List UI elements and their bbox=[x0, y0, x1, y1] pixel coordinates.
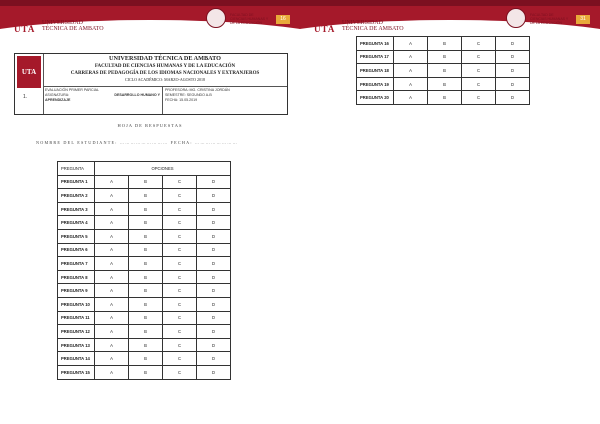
option-cell[interactable]: A bbox=[95, 284, 129, 298]
exam-info-right bbox=[165, 88, 285, 103]
option-cell[interactable]: D bbox=[197, 338, 231, 352]
option-cell[interactable]: C bbox=[163, 284, 197, 298]
question-label: PREGUNTA 17 bbox=[357, 50, 394, 64]
option-cell[interactable]: D bbox=[496, 91, 530, 105]
option-cell[interactable]: B bbox=[129, 270, 163, 284]
divider bbox=[162, 86, 163, 114]
option-cell[interactable]: B bbox=[129, 202, 163, 216]
option-cell[interactable]: C bbox=[462, 77, 496, 91]
table-row bbox=[357, 37, 530, 51]
table-row bbox=[357, 77, 530, 91]
option-cell[interactable]: D bbox=[197, 365, 231, 379]
university-block bbox=[45, 55, 285, 83]
option-cell[interactable]: D bbox=[496, 77, 530, 91]
table-row bbox=[58, 243, 231, 257]
option-cell[interactable]: B bbox=[129, 216, 163, 230]
table-row bbox=[58, 202, 231, 216]
page-2 bbox=[300, 0, 600, 424]
table-header bbox=[58, 162, 231, 176]
option-cell[interactable]: A bbox=[95, 325, 129, 339]
university-title: UNIVERSIDAD TÉCNICA DE AMBATO bbox=[109, 55, 221, 62]
option-cell[interactable]: A bbox=[95, 243, 129, 257]
option-cell[interactable]: B bbox=[129, 365, 163, 379]
question-label: PREGUNTA 6 bbox=[58, 243, 95, 257]
logo-text: UTA bbox=[21, 68, 37, 76]
faculty-title: FACULTAD DE CIENCIAS HUMANAS Y DE LA EDUCACIÓN bbox=[94, 64, 236, 69]
question-label: PREGUNTA 5 bbox=[58, 229, 95, 243]
option-cell[interactable]: C bbox=[163, 297, 197, 311]
option-cell[interactable]: C bbox=[163, 338, 197, 352]
table-row bbox=[357, 64, 530, 78]
banner-faculty: FACULTAD DE CIENCIAS HUMANAS Y DE LA EDUCACIÓN bbox=[230, 13, 269, 25]
answer-table-continued bbox=[356, 36, 530, 105]
option-cell[interactable]: C bbox=[163, 175, 197, 189]
page-number: 16 bbox=[276, 15, 290, 24]
exam-date: FECHA: 15.05.2019 bbox=[165, 98, 198, 102]
option-cell[interactable]: B bbox=[129, 189, 163, 203]
option-cell[interactable]: C bbox=[462, 91, 496, 105]
option-cell[interactable]: C bbox=[163, 257, 197, 271]
option-cell[interactable]: B bbox=[129, 243, 163, 257]
option-cell[interactable]: B bbox=[129, 311, 163, 325]
subject-label: ASIGNATURA: bbox=[45, 93, 70, 97]
option-cell[interactable]: A bbox=[95, 189, 129, 203]
university-name-banner bbox=[42, 20, 104, 32]
option-cell[interactable]: A bbox=[95, 202, 129, 216]
option-cell[interactable]: D bbox=[197, 229, 231, 243]
option-cell[interactable]: D bbox=[197, 189, 231, 203]
option-cell[interactable]: C bbox=[163, 325, 197, 339]
answer-table bbox=[57, 161, 231, 380]
option-cell[interactable]: D bbox=[496, 37, 530, 51]
table-row bbox=[357, 50, 530, 64]
table-row bbox=[58, 175, 231, 189]
table-row bbox=[357, 91, 530, 105]
option-cell[interactable]: B bbox=[129, 325, 163, 339]
table-row bbox=[58, 352, 231, 366]
option-cell[interactable]: C bbox=[163, 229, 197, 243]
option-cell[interactable]: A bbox=[394, 91, 428, 105]
option-cell[interactable]: D bbox=[197, 325, 231, 339]
option-cell[interactable]: B bbox=[129, 352, 163, 366]
table-row bbox=[58, 270, 231, 284]
option-cell[interactable]: D bbox=[197, 243, 231, 257]
uta-logo-text: UTA bbox=[14, 24, 36, 34]
option-cell[interactable]: B bbox=[428, 50, 462, 64]
option-cell[interactable]: A bbox=[95, 257, 129, 271]
option-cell[interactable]: A bbox=[394, 64, 428, 78]
question-label: PREGUNTA 16 bbox=[357, 37, 394, 51]
table-row bbox=[58, 189, 231, 203]
header-options: OPCIONES bbox=[95, 162, 231, 176]
sheet-title: HOJA DE RESPUESTAS bbox=[117, 123, 183, 128]
table-row bbox=[58, 338, 231, 352]
banner-uni-line2: TÉCNICA DE AMBATO bbox=[42, 26, 104, 32]
option-cell[interactable]: B bbox=[428, 64, 462, 78]
question-label: PREGUNTA 10 bbox=[58, 297, 95, 311]
table-row bbox=[58, 284, 231, 298]
subject-value: DESARROLLO HUMANO Y bbox=[114, 93, 160, 97]
option-cell[interactable]: D bbox=[197, 257, 231, 271]
uta-logo bbox=[17, 56, 41, 88]
student-name-line: NOMBRE DEL ESTUDIANTE: ……………………… FECHA: …………………… bbox=[36, 140, 239, 145]
option-cell[interactable]: C bbox=[163, 352, 197, 366]
option-cell[interactable]: A bbox=[95, 365, 129, 379]
option-cell[interactable]: B bbox=[129, 229, 163, 243]
option-cell[interactable]: C bbox=[163, 270, 197, 284]
option-cell[interactable]: A bbox=[95, 338, 129, 352]
option-cell[interactable]: D bbox=[197, 175, 231, 189]
question-label: PREGUNTA 12 bbox=[58, 325, 95, 339]
option-cell[interactable]: B bbox=[428, 91, 462, 105]
question-label: PREGUNTA 20 bbox=[357, 91, 394, 105]
banner-strip bbox=[300, 0, 600, 6]
table-row bbox=[58, 325, 231, 339]
option-cell[interactable]: D bbox=[197, 216, 231, 230]
option-cell[interactable]: D bbox=[197, 352, 231, 366]
option-cell[interactable]: D bbox=[197, 202, 231, 216]
table-row bbox=[58, 229, 231, 243]
careers-title: CARRERAS DE PEDAGOGÍA DE LOS IDIOMAS NACIONALES Y EXTRANJEROS bbox=[70, 71, 260, 76]
exam-header bbox=[14, 53, 288, 115]
uta-logo-text: UTA bbox=[314, 24, 336, 34]
question-label: PREGUNTA 11 bbox=[58, 311, 95, 325]
option-cell[interactable]: C bbox=[163, 365, 197, 379]
option-cell[interactable]: A bbox=[95, 229, 129, 243]
banner-uni-line2: TÉCNICA DE AMBATO bbox=[342, 26, 404, 32]
banner-strip bbox=[0, 0, 300, 6]
option-cell[interactable]: A bbox=[394, 77, 428, 91]
option-cell[interactable]: D bbox=[496, 64, 530, 78]
option-cell[interactable]: C bbox=[163, 243, 197, 257]
question-label: PREGUNTA 19 bbox=[357, 77, 394, 91]
option-cell[interactable]: B bbox=[129, 284, 163, 298]
question-label: PREGUNTA 7 bbox=[58, 257, 95, 271]
option-cell[interactable]: B bbox=[428, 77, 462, 91]
divider bbox=[43, 54, 44, 114]
exam-info-left bbox=[45, 88, 160, 103]
option-cell[interactable]: D bbox=[197, 270, 231, 284]
question-label: PREGUNTA 3 bbox=[58, 202, 95, 216]
table-row bbox=[58, 297, 231, 311]
option-cell[interactable]: C bbox=[462, 37, 496, 51]
item-number: 1. bbox=[23, 94, 28, 100]
option-cell[interactable]: A bbox=[394, 50, 428, 64]
option-cell[interactable]: B bbox=[129, 297, 163, 311]
banner-uni-line1: UNIVERSIDAD bbox=[342, 20, 383, 26]
option-cell[interactable]: C bbox=[462, 50, 496, 64]
option-cell[interactable]: C bbox=[163, 202, 197, 216]
option-cell[interactable]: A bbox=[95, 270, 129, 284]
option-cell[interactable]: A bbox=[95, 311, 129, 325]
option-cell[interactable]: C bbox=[163, 189, 197, 203]
faculty-seal-icon bbox=[506, 8, 526, 28]
question-label: PREGUNTA 1 bbox=[58, 175, 95, 189]
page-banner bbox=[300, 0, 600, 38]
question-label: PREGUNTA 15 bbox=[58, 365, 95, 379]
question-label: PREGUNTA 9 bbox=[58, 284, 95, 298]
professor: PROFESORA: MG. CRISTINA JORDÁN bbox=[165, 88, 230, 92]
header-question: PREGUNTA bbox=[58, 162, 95, 176]
semester: SEMESTRE: SEGUNDO A-B bbox=[165, 93, 212, 97]
table-row bbox=[58, 216, 231, 230]
option-cell[interactable]: B bbox=[129, 338, 163, 352]
option-cell[interactable]: B bbox=[129, 257, 163, 271]
option-cell[interactable]: A bbox=[95, 297, 129, 311]
question-label: PREGUNTA 13 bbox=[58, 338, 95, 352]
option-cell[interactable]: A bbox=[95, 352, 129, 366]
table-row bbox=[58, 257, 231, 271]
option-cell[interactable]: A bbox=[95, 175, 129, 189]
question-label: PREGUNTA 4 bbox=[58, 216, 95, 230]
option-cell[interactable]: D bbox=[197, 284, 231, 298]
option-cell[interactable]: C bbox=[163, 311, 197, 325]
page-number: 31 bbox=[576, 15, 590, 24]
divider bbox=[43, 86, 287, 87]
table-row bbox=[58, 365, 231, 379]
question-label: PREGUNTA 18 bbox=[357, 64, 394, 78]
eval-type: EVALUACIÓN PRIMER PARCIAL bbox=[45, 88, 99, 92]
university-name-banner bbox=[342, 20, 404, 32]
option-cell[interactable]: D bbox=[496, 50, 530, 64]
academic-cycle: CICLO ACADÉMICO: MARZO-AGOSTO 2018 bbox=[124, 77, 206, 82]
option-cell[interactable]: B bbox=[428, 37, 462, 51]
option-cell[interactable]: A bbox=[394, 37, 428, 51]
question-label: PREGUNTA 2 bbox=[58, 189, 95, 203]
question-label: PREGUNTA 8 bbox=[58, 270, 95, 284]
option-cell[interactable]: D bbox=[197, 297, 231, 311]
page-banner bbox=[0, 0, 300, 38]
banner-faculty: FACULTAD DE CIENCIAS HUMANAS Y DE LA EDUCACIÓN bbox=[530, 13, 569, 25]
faculty-seal-icon bbox=[206, 8, 226, 28]
subject-value-2: APRENDIZAJE bbox=[45, 98, 71, 102]
table-row bbox=[58, 311, 231, 325]
option-cell[interactable]: A bbox=[95, 216, 129, 230]
question-label: PREGUNTA 14 bbox=[58, 352, 95, 366]
option-cell[interactable]: B bbox=[129, 175, 163, 189]
option-cell[interactable]: D bbox=[197, 311, 231, 325]
option-cell[interactable]: C bbox=[163, 216, 197, 230]
option-cell[interactable]: C bbox=[462, 64, 496, 78]
banner-uni-line1: UNIVERSIDAD bbox=[42, 20, 83, 26]
